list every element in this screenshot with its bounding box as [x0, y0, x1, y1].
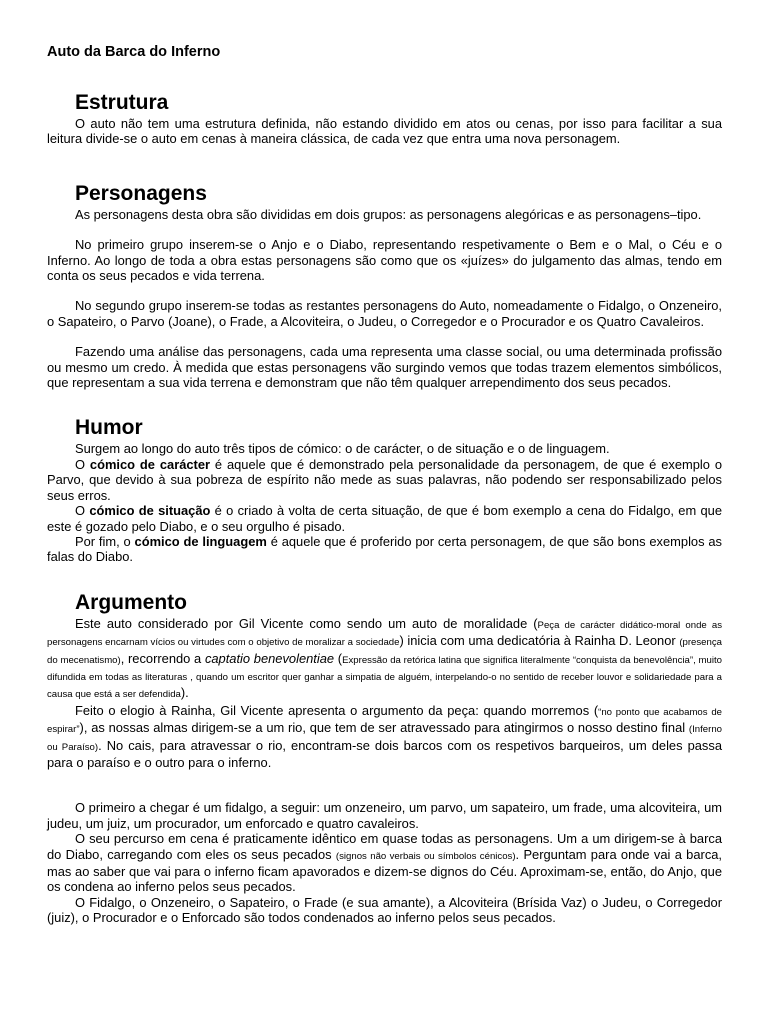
- paragraph: Por fim, o cómico de linguagem é aquele que é proferido por certa personagem, de que são bons exemplos as falas do Diabo.: [47, 533, 723, 565]
- paragraph: Este auto considerado por Gil Vicente como sendo um auto de moralidade (Peça de carácter didático-moral onde as personagens encarnam vícios ou virtudes com o objetivo de moralizar a sociedade) inicia com uma dedicatória à Rainha D. Leonor (presença do mecenatismo), recorrendo a captatio benevolentiae (Expressão da retórica latina que significa literalmente “conquista da benevolência”, muito difundida em todas as literaturas , quando um escritor quer ganhar a simpatia de alguém, interpelando-o no sentido de receber louvor e solidariedade para a causa que está a ser defendida).: [47, 615, 722, 701]
- section-argumento: [47, 590, 722, 926]
- document-body: [47, 90, 722, 926]
- paragraph: O primeiro a chegar é um fidalgo, a seguir: um onzeneiro, um parvo, um sapateiro, um frade, uma alcoviteira, um judeu, um juiz, um procurador, um enforcado e quatro cavaleiros.: [47, 800, 722, 831]
- side-note: Peça de carácter didático-moral onde as personagens encarnam vícios ou virtudes com o objetivo de moralizar a sociedade: [47, 619, 722, 649]
- side-note: Expressão da retórica latina que significa literalmente “conquista da benevolência”, muito difundida em todas as literaturas , quando um escritor quer ganhar a simpatia de alguém, interpelando-o no sentido de receber louvor e solidariedade para a causa que está a ser defendida: [47, 654, 722, 701]
- side-note: (presença do mecenatismo): [47, 637, 722, 666]
- document-title: Auto da Barca do Inferno: [47, 44, 221, 60]
- section-humor: [47, 415, 722, 564]
- paragraph: Fazendo uma análise das personagens, cada uma representa uma classe social, ou uma determinada profissão ou mesmo um credo. À medida que estas personagens vão surgindo vemos que todas trazem elementos simbólicos, que representam a sua vida terrena e demonstram que não têm qualquer arrependimento dos seus pecados.: [47, 344, 722, 391]
- paragraph: Surgem ao longo do auto três tipos de cómico: o de carácter, o de situação e o de linguagem.: [75, 441, 610, 457]
- side-note: (signos não verbais ou símbolos cénicos): [335, 850, 516, 862]
- section-heading: Estrutura: [75, 91, 169, 114]
- term-bold: cómico de situação: [89, 503, 211, 519]
- paragraph: Feito o elogio à Rainha, Gil Vicente apresenta o argumento da peça: quando morremos (“no ponto que acabamos de espirar”), as nossas almas dirigem-se a um rio, que tem de ser atravessado para atingirmos o nosso destino final (Inferno ou Paraíso). No cais, para atravessar o rio, encontram-se dois barcos com os respetivos barqueiros, um deles passa para o paraíso e o outro para o inferno.: [47, 702, 722, 770]
- paragraph: O auto não tem uma estrutura definida, não estando dividido em atos ou cenas, por isso para facilitar a sua leitura divide-se o auto em cenas à maneira clássica, de cada vez que entra uma nova personagem.: [47, 116, 722, 147]
- paragraph: O Fidalgo, o Onzeneiro, o Sapateiro, o Frade (e sua amante), a Alcoviteira (Brísida Vaz) o Judeu, o Corregedor (juiz), o Procurador e o Enforcado são todos condenados ao inferno pelos seus pecados.: [47, 894, 722, 926]
- paragraph: O seu percurso em cena é praticamente idêntico em quase todas as personagens. Um a um dirigem-se à barca do Diabo, carregando com eles os seus pecados (signos não verbais ou símbolos cénicos). Perguntam para onde vai a barca, mas ao saber que vai para o inferno ficam apavorados e dizem-se dignos do Céu. Aproximam-se, então, do Anjo, que os condena ao inferno pelos seus pecados.: [47, 831, 723, 895]
- latin-term: captatio benevolentiae: [204, 650, 335, 666]
- section-heading: Personagens: [75, 181, 207, 205]
- section-heading: Argumento: [75, 590, 187, 614]
- paragraph: No primeiro grupo inserem-se o Anjo e o Diabo, representando respetivamente o Bem e o Mal, o Céu e o Inferno. Ao longo de toda a obra estas personagens são como que os «juízes» do julgamento das almas, tendo em conta os seus pecados e vida terrena.: [47, 237, 722, 284]
- paragraph: As personagens desta obra são divididas em dois grupos: as personagens alegóricas e as personagens–tipo.: [75, 206, 702, 222]
- section-heading: Humor: [75, 416, 143, 440]
- paragraph: No segundo grupo inserem-se todas as restantes personagens do Auto, nomeadamente o Fidalgo, o Onzeneiro, o Sapateiro, o Parvo (Joane), o Frade, a Alcoviteira, o Judeu, o Corregedor e o Procurador e os Quatro Cavaleiros.: [47, 298, 722, 329]
- side-note: “no ponto que acabamos de espirar”: [47, 706, 722, 736]
- section-estrutura: [47, 90, 722, 147]
- section-personagens: [47, 181, 722, 391]
- term-bold: cómico de linguagem: [134, 533, 267, 549]
- side-note: (Inferno ou Paraíso): [47, 724, 722, 753]
- paragraph: O cómico de carácter é aquele que é demonstrado pela personalidade da personagem, de que é exemplo o Parvo, que devido à sua pobreza de espírito não mede as suas palavras, não podendo ser responsabilizado pelos seus erros.: [47, 456, 722, 503]
- paragraph: O cómico de situação é o criado à volta de certa situação, de que é bom exemplo a cena do Fidalgo, em que este é gozado pelo Diabo, e o seu orgulho é pisado.: [47, 503, 722, 534]
- term-bold: cómico de carácter: [89, 456, 211, 472]
